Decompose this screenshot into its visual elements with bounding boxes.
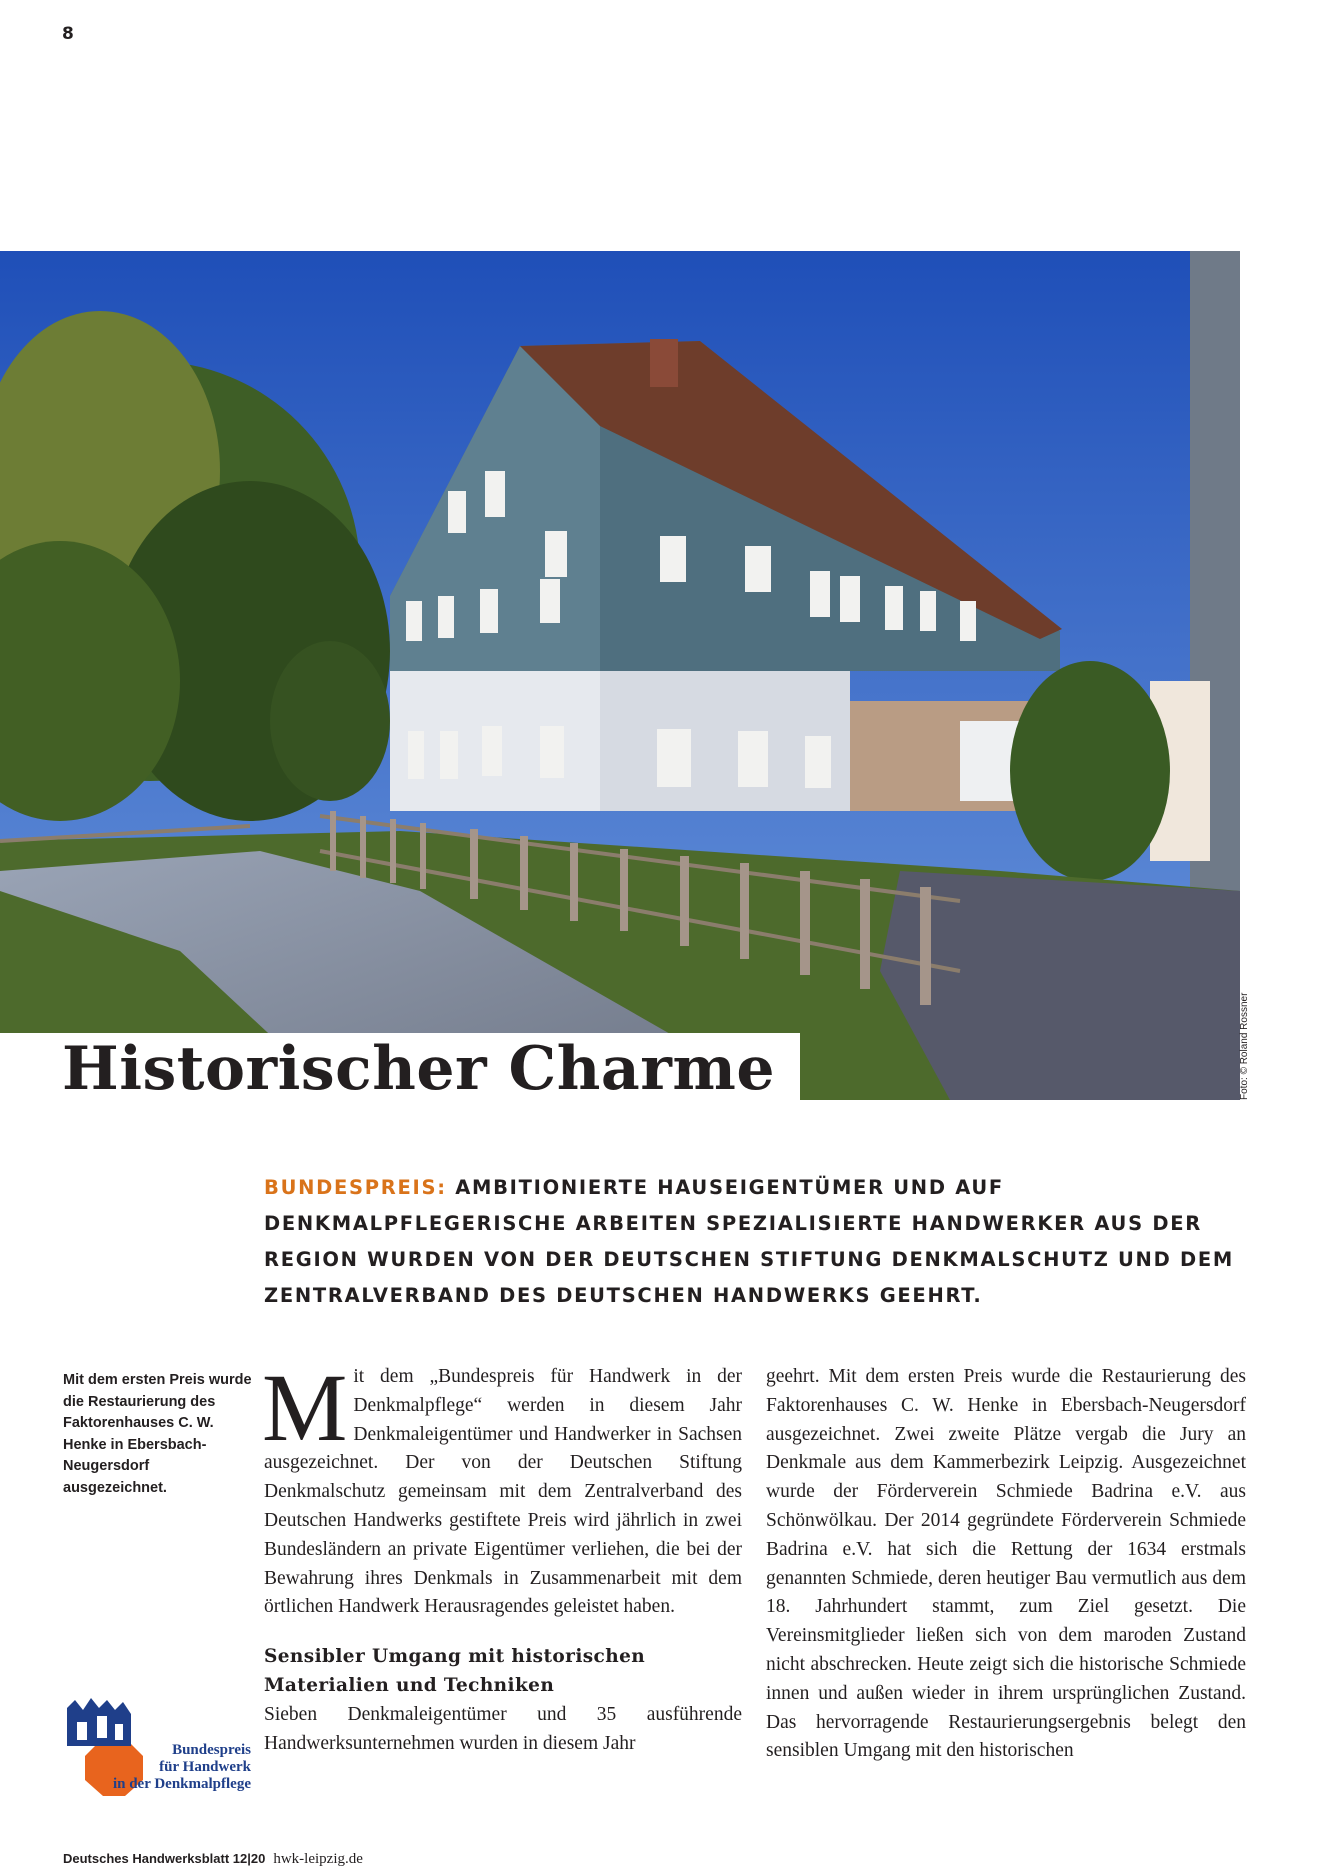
article-column-2 — [766, 1363, 1246, 1766]
paragraph-1-text: it dem „Bundespreis für Handwerk in der Denkmalpflege“ werden in diesem Jahr Denkmaleigentümer und Handwerker in Sachsen ausgezeichnet. Der von der Deutschen Stiftung Denkmalschutz gemeinsam mit dem Zentralverband des Deutschen Handwerks gestiftete Preis wird jährlich in zwei Bundesländern an private Eigentümer verliehen, die bei der Bewahrung ihres Denkmals in Zusammenarbeit mit dem örtlichen Handwerk Herausragendes geleistet haben. — [264, 1366, 742, 1618]
cobblestones — [880, 871, 1240, 1100]
shrub-right — [1010, 661, 1170, 881]
footer-website-link[interactable]: hwk-leipzig.de — [273, 1851, 363, 1867]
headline: Historischer Charme — [62, 1034, 776, 1104]
article-paragraph-1 — [262, 1354, 742, 1622]
footer-publication: Deutsches Handwerksblatt 12|20 — [63, 1851, 266, 1866]
teaser-kicker: BUNDESPREIS: — [264, 1176, 447, 1199]
teaser — [264, 1170, 1244, 1314]
photo-credit: Foto: © Roland Rossner — [1239, 992, 1250, 1100]
article-subheading: Sensibler Umgang mit historischen Materialien und Techniken — [264, 1646, 646, 1696]
hero-photo — [0, 251, 1240, 1100]
bundespreis-logo — [63, 1696, 253, 1796]
article-column-2-text: geehrt. Mit dem ersten Preis wurde die Restaurierung des Faktorenhauses C. W. Henke in Ebersbach-Neugersdorf ausgezeichnet. Zwei zweite Plätze vergab die Jury an Denkmale aus dem Kammerbezirk Leipzig. Ausgezeichnet wurde der Förderverein Schmiede Badrina e.V. aus Schönwölkau. Der 2014 gegründete Förderverein Schmiede Badrina e.V. hat sich die Rettung der 1634 erstmals genannten Schmiede, deren heutiger Bau vermutlich aus dem 18. Jahrhundert stammt, zum Ziel gesetzt. Die Vereinsmitglieder ließen sich von dem maroden Zustand nicht abschrecken. Heute zeigt sich die historische Schmiede innen und außen wieder in ihrem ursprünglichen Zustand. Das hervorragende Restaurierungsergebnis belegt den sensiblen Umgang mit den historischen — [766, 1366, 1246, 1762]
bundespreis-logo-mark — [63, 1696, 253, 1796]
photo-caption: Mit dem ersten Preis wurde die Restaurierung des Faktorenhauses C. W. Henke in Ebersbach-Neugersdorf ausgezeichnet. — [63, 1372, 252, 1496]
article-column-1 — [262, 1354, 742, 1758]
page-number: 8 — [62, 24, 74, 44]
footer — [63, 1851, 363, 1868]
house-photo-illustration — [0, 251, 1240, 1100]
logo-line-3: in der Denkmalpflege — [112, 1776, 251, 1792]
teaser-text: AMBITIONIERTE HAUSEIGENTÜMER UND AUF DENKMALPFLEGERISCHE ARBEITEN SPEZIALISIERTE HANDWERKER AUS DER REGION WURDEN VON DER DEUTSCHEN STIFTUNG DENKMALSCHUTZ UND DEM ZENTRALVERBAND DES DEUTSCHEN HANDWERKS GEEHRT. — [264, 1176, 1234, 1307]
article-paragraph-2: Sieben Denkmaleigentümer und 35 ausführende Handwerksunternehmen wurden in diesem Jahr — [264, 1703, 742, 1754]
logo-line-1: Bundespreis — [172, 1742, 251, 1758]
drop-cap: M — [262, 1354, 348, 1461]
logo-line-2: für Handwerk — [159, 1759, 251, 1775]
